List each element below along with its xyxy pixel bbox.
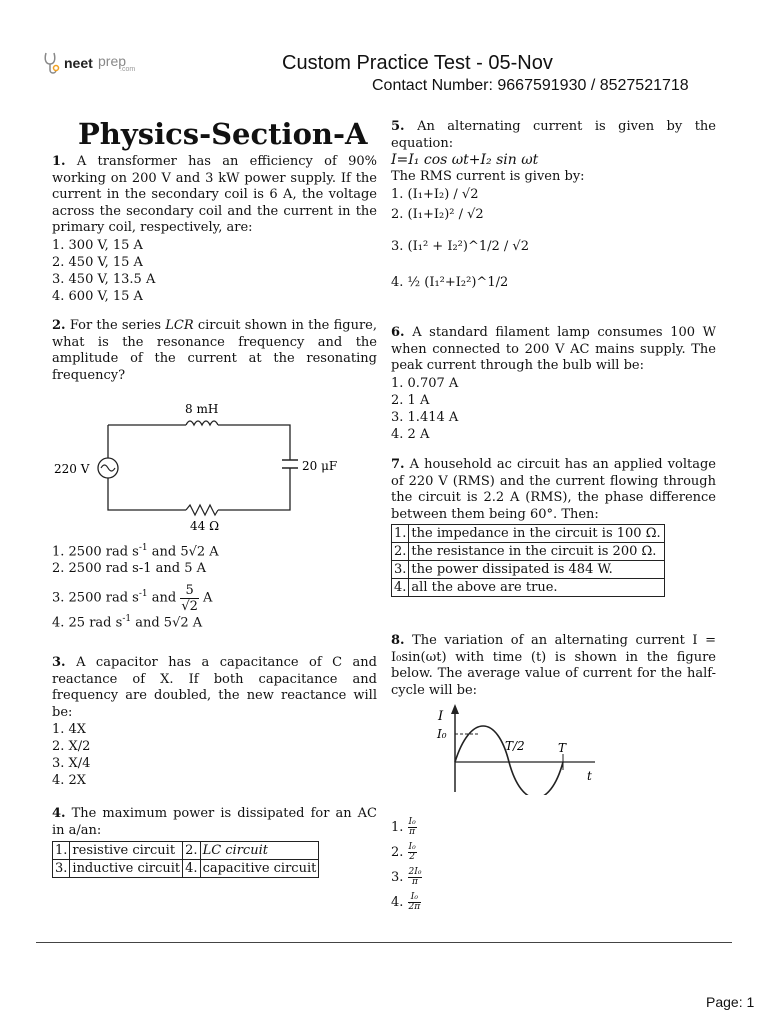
- options-table: [391, 524, 665, 597]
- section-title: Physics-Section-A: [78, 117, 368, 151]
- logo-text-prep: prep: [98, 53, 127, 69]
- question-text: A household ac circuit has an applied voltage of 220 V (RMS) and the current flowing through the circuit is 2.2 A (RMS), the phase difference between them being 60°. Then:: [391, 457, 716, 522]
- option-number: 4.: [183, 860, 200, 878]
- option-3[interactable]: 3. X/4: [52, 756, 91, 772]
- option-3[interactable]: 3. $\frac{\text{2I₀}}{\pi}$: [391, 867, 422, 887]
- question-number: 7.: [391, 457, 405, 472]
- equation: I=I₁ cos ωt+I₂ sin ωt: [391, 152, 539, 169]
- question-number: 4.: [52, 806, 66, 821]
- lcr-variable: LCR: [165, 318, 194, 333]
- option-2[interactable]: 2. 1 A: [391, 392, 430, 408]
- capacitor-label: 20 μF: [302, 459, 338, 473]
- question-8-options: [391, 818, 511, 918]
- inductor-symbol: [186, 421, 218, 425]
- option-1[interactable]: the impedance in the circuit is 100 Ω.: [409, 525, 665, 543]
- question-number: 6.: [391, 325, 405, 340]
- question-6: [391, 325, 716, 443]
- sine-curve: [455, 726, 563, 795]
- option-1[interactable]: 1. 300 V, 15 A: [52, 237, 143, 253]
- resistor-symbol: [186, 505, 218, 515]
- option-4[interactable]: capacitive circuit: [200, 860, 319, 878]
- question-text: The RMS current is given by:: [391, 168, 585, 184]
- option-2[interactable]: 2. (I₁+I₂)² / √2: [391, 207, 484, 223]
- option-1[interactable]: 1. $\frac{\text{I₀}}{\pi}$: [391, 817, 416, 837]
- option-3[interactable]: inductive circuit: [70, 860, 183, 878]
- contact-number: Contact Number: 9667591930 / 8527521718: [372, 77, 689, 94]
- option-4[interactable]: 4. ½ (I₁²+I₂²)^1/2: [391, 275, 509, 291]
- logo-text-com: .com: [120, 66, 136, 73]
- table-row: 3. the power dissipated is 484 W.: [392, 561, 665, 579]
- option-4[interactable]: 4. $\frac{\text{I₀}}{2\pi}$: [391, 892, 421, 912]
- question-text: A standard filament lamp consumes 100 W when connected to 200 V AC mains supply. The peak current through the bulb will be:: [391, 325, 716, 374]
- question-number: 3.: [52, 655, 66, 670]
- question-text: circuit shown in the figure, what is the resonance frequency and the amplitude of the current at the resonating frequency?: [52, 318, 378, 383]
- option-number: 3.: [53, 860, 70, 878]
- option-1[interactable]: resistive circuit: [70, 842, 183, 860]
- option-number: 2.: [183, 842, 200, 860]
- page-title: Custom Practice Test - 05-Nov: [282, 52, 553, 74]
- x-axis-label: t: [587, 769, 592, 783]
- option-2[interactable]: 2. 450 V, 15 A: [52, 254, 143, 270]
- question-text: A capacitor has a capacitance of C and reactance of X. If both capacitance and frequency are doubled, the new reactance will be:: [52, 655, 378, 720]
- option-3[interactable]: 3. 450 V, 13.5 A: [52, 271, 156, 287]
- option-2[interactable]: 2. X/2: [52, 739, 91, 755]
- question-2: [52, 318, 377, 384]
- half-period-label: T/2: [505, 739, 525, 753]
- option-4[interactable]: 4. 25 rad $s^{-1}$ and 5√2 A: [52, 614, 203, 631]
- question-4: [52, 806, 377, 878]
- table-row: [53, 860, 319, 878]
- logo-text-neet: neet: [64, 55, 93, 71]
- option-2[interactable]: the resistance in the circuit is 200 Ω.: [409, 543, 665, 561]
- option-4[interactable]: 4. 2X: [52, 773, 87, 789]
- question-text: An alternating current is given by the equation:: [391, 119, 716, 151]
- options-table: [52, 841, 319, 878]
- logo: [42, 50, 142, 80]
- table-row: 1. the impedance in the circuit is 100 Ω.: [392, 525, 665, 543]
- option-1[interactable]: 1. (I₁+I₂) / √2: [391, 187, 479, 203]
- option-3[interactable]: 3. 2500 rad $s^{-1}$ and $\frac{5}{√2}$ A: [52, 582, 213, 614]
- question-2-options: [52, 540, 377, 632]
- option-4[interactable]: 4. 2 A: [391, 426, 430, 442]
- option-2[interactable]: LC circuit: [200, 842, 319, 860]
- question-number: 8.: [391, 633, 405, 648]
- option-number: 1.: [53, 842, 70, 860]
- option-3[interactable]: 3. 1.414 A: [391, 409, 459, 425]
- question-text: The variation of an alternating current I = I₀sin(ωt) with time (t) is shown in the figure below. The average value of current for the half-cycle will be:: [391, 633, 716, 698]
- option-4[interactable]: 4. 600 V, 15 A: [52, 288, 143, 304]
- question-number: 2.: [52, 318, 66, 333]
- question-text: For the series: [69, 318, 161, 333]
- footer-divider: [36, 942, 732, 943]
- option-2[interactable]: 2. 2500 rad s-1 and 5 A: [52, 561, 207, 577]
- question-number: 1.: [52, 154, 66, 169]
- lcr-circuit-diagram: [52, 400, 352, 535]
- option-3[interactable]: 3. (I₁² + I₂²)^1/2 / √2: [391, 239, 529, 255]
- option-3[interactable]: the power dissipated is 484 W.: [409, 561, 665, 579]
- option-1[interactable]: 1. 0.707 A: [391, 375, 459, 391]
- option-4[interactable]: all the above are true.: [409, 579, 665, 597]
- peak-label: I₀: [437, 727, 447, 741]
- y-axis-label: I: [438, 709, 444, 724]
- table-row: 4. all the above are true.: [392, 579, 665, 597]
- question-3: [52, 655, 377, 789]
- question-number: 5.: [391, 119, 405, 134]
- question-7: [391, 457, 716, 597]
- option-2[interactable]: 2. $\frac{\text{I₀}}{2}$: [391, 842, 416, 862]
- option-1[interactable]: 1. 4X: [52, 722, 87, 738]
- stethoscope-icon: [42, 50, 64, 80]
- source-label: 220 V: [54, 462, 90, 476]
- option-1[interactable]: 1. 2500 rad $s^{-1}$ and 5√2 A: [52, 543, 219, 560]
- period-label: T: [558, 741, 567, 755]
- question-1: [52, 154, 377, 305]
- resistor-label: 44 Ω: [190, 519, 220, 533]
- inductor-label: 8 mH: [185, 402, 219, 416]
- table-row: 2. the resistance in the circuit is 200 Ω.: [392, 543, 665, 561]
- question-5: [391, 119, 716, 297]
- question-text: The maximum power is dissipated for an AC in a/an:: [52, 806, 377, 838]
- table-row: [53, 842, 319, 860]
- sine-wave-graph: [425, 700, 615, 795]
- question-8: [391, 633, 716, 699]
- question-text: A transformer has an efficiency of 90% working on 200 V and 3 kW power supply. If the current in the secondary coil is 6 A, the voltage across the secondary coil and the current in the primary coil, respectively, are:: [52, 154, 377, 236]
- page-number: Page: 1: [706, 994, 755, 1010]
